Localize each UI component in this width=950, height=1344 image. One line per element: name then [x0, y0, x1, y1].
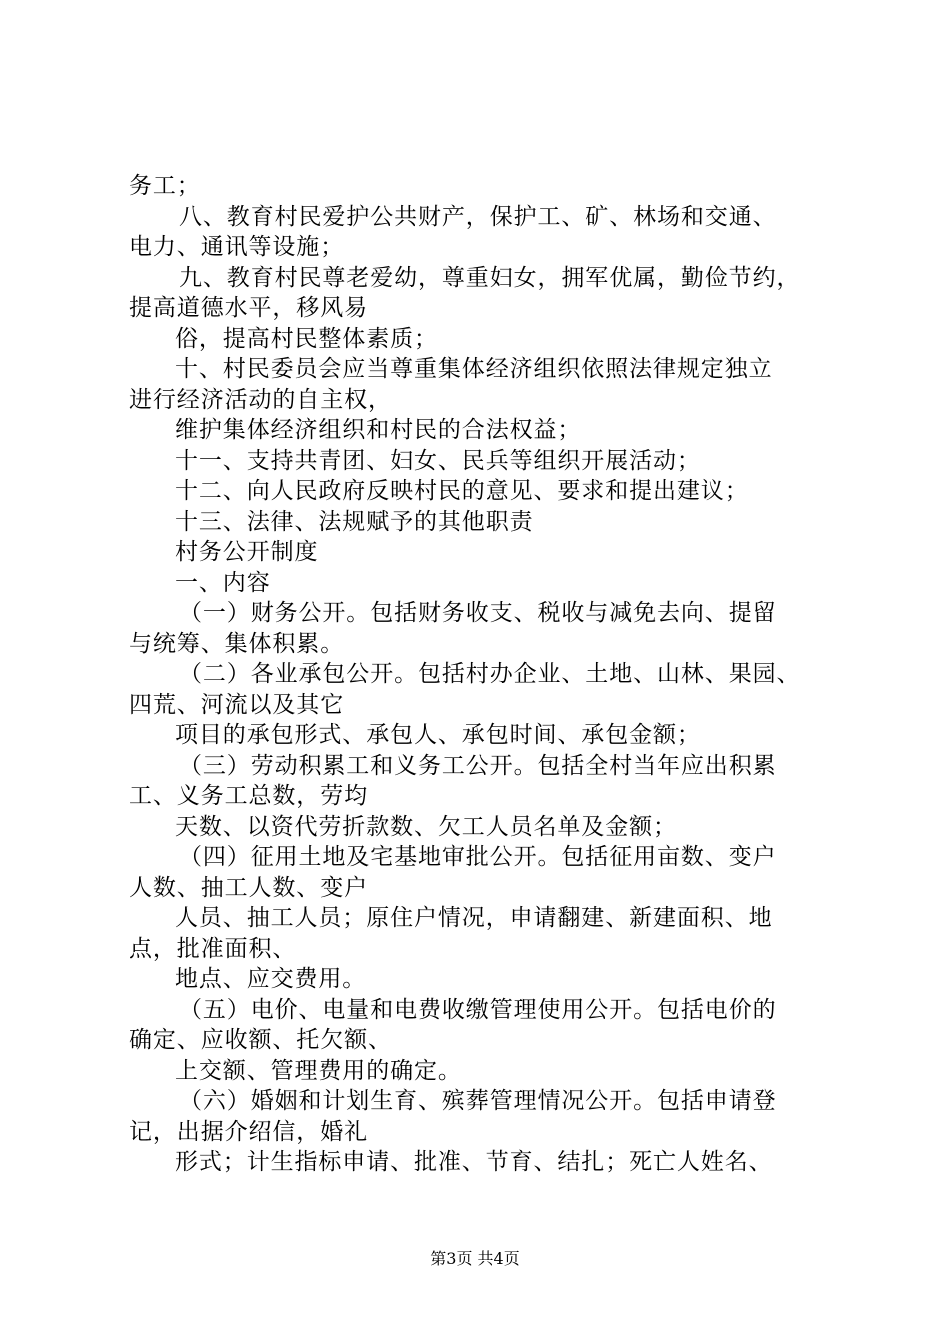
text-line: 维护集体经济组织和村民的合法权益； — [175, 417, 582, 443]
text-line: 与统筹、集体积累。 — [129, 630, 345, 657]
text-line: 确定、应收额、托欠额、 — [129, 1027, 392, 1053]
section-heading: 村务公开制度 — [175, 539, 319, 565]
text-line: 地点、应交费用。 — [175, 966, 367, 992]
text-line: 电力、通讯等设施； — [129, 234, 345, 260]
text-line: （一）财务公开。包括财务收支、税收与减免去向、提留 — [179, 600, 777, 626]
text-line: 点，批准面积、 — [129, 935, 297, 962]
text-line: （五）电价、电量和电费收缴管理使用公开。包括电价的 — [179, 996, 777, 1023]
text-line: （六）婚姻和计划生育、殡葬管理情况公开。包括申请登 — [179, 1088, 777, 1114]
text-line: 俗，提高村民整体素质； — [175, 325, 438, 352]
text-line: 上交额、管理费用的确定。 — [175, 1057, 462, 1084]
text-line: 十、村民委员会应当尊重集体经济组织依照法律规定独立 — [175, 356, 773, 382]
text-line: 形式；计生指标申请、批准、节育、结扎；死亡人姓名、 — [175, 1149, 773, 1175]
text-line: 四荒、河流以及其它 — [129, 691, 345, 718]
text-line: 工、义务工总数，劳均 — [129, 783, 368, 809]
text-line: 人数、抽工人数、变户 — [129, 874, 368, 901]
text-line: 提高道德水平，移风易 — [129, 295, 368, 321]
text-line: 八、教育村民爱护公共财产，保护工、矿、林场和交通、 — [179, 203, 777, 230]
text-line: 天数、以资代劳折款数、欠工人员名单及金额； — [175, 813, 677, 840]
text-line: （四）征用土地及宅基地审批公开。包括征用亩数、变户 — [179, 844, 777, 870]
subsection-heading: 一、内容 — [175, 569, 271, 596]
text-line: 进行经济活动的自主权， — [129, 386, 392, 413]
text-line: 十一、支持共青团、妇女、民兵等组织开展活动； — [175, 447, 701, 474]
text-line: 十三、法律、法规赋予的其他职责 — [175, 508, 534, 535]
text-line: 人员、抽工人员；原住户情况，申请翻建、新建面积、地 — [175, 905, 773, 931]
document-body — [129, 171, 835, 1178]
text-line: 记，出据介绍信，婚礼 — [129, 1118, 368, 1145]
page-footer: 第3页 共4页 — [430, 1249, 520, 1268]
text-line: 务工； — [129, 173, 201, 199]
text-line: 九、教育村民尊老爱幼，尊重妇女，拥军优属，勤俭节约， — [179, 264, 801, 291]
text-line: （三）劳动积累工和义务工公开。包括全村当年应出积累 — [179, 752, 777, 779]
text-line: 十二、向人民政府反映村民的意见、要求和提出建议； — [175, 478, 749, 504]
text-line: （二）各业承包公开。包括村办企业、土地、山林、果园、 — [179, 661, 801, 687]
text-line: 项目的承包形式、承包人、承包时间、承包金额； — [175, 722, 701, 748]
